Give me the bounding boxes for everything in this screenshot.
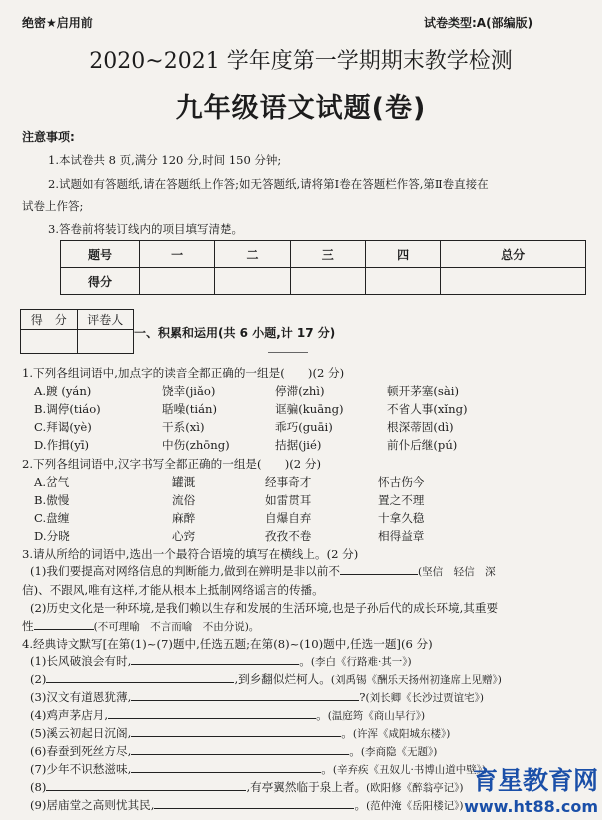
score-table-header: 二 [215,241,290,268]
poem-source: (刘禹锡《酬乐天扬州初逢席上见赠》) [330,674,502,686]
answer-blank[interactable] [131,743,349,755]
notes-heading: 注意事项: [22,130,75,144]
option-text: 中伤(zhōng) [162,438,230,452]
score-cell[interactable] [215,268,290,295]
option-text: 干系(xì) [162,420,205,434]
poem-line [30,707,425,723]
answer-blank[interactable] [34,618,94,630]
q1-stem: 1.下列各组词语中,加点字的读音全都正确的一组是( )(2 分) [22,366,345,380]
option-text: 顿开茅塞(sài) [387,384,459,398]
q3-item-1-continued: 信)、不跟风,唯有这样,才能从根本上抵制网络谣言的传播。 [22,583,324,597]
answer-blank[interactable] [131,653,299,665]
q3-item-2-continued [22,618,259,634]
poem-source: (辛弃疾《丑奴儿·书博山道中壁》) [332,764,487,776]
answer-blank[interactable] [131,725,341,737]
poem-text: (5)溪云初起日沉阁, [30,726,132,740]
poem-source: (许浑《咸阳城东楼》) [352,728,451,740]
answer-blank[interactable] [46,779,246,791]
q3-stem: 3.请从所给的词语中,选出一个最符合语境的填写在横线上。(2 分) [22,547,359,561]
poem-text: (7)少年不识愁滋味, [30,762,132,776]
option-text: 饶幸(jiǎo) [162,384,216,398]
score-table-header: 三 [290,241,365,268]
poem-line [30,761,486,777]
score-row-label: 得分 [61,268,140,295]
poem-text: 。 [321,762,333,776]
score-table-header: 一 [140,241,215,268]
poem-source: (温庭筠《商山早行》) [327,710,426,722]
poem-source: (欧阳修《醉翁亭记》) [366,782,464,794]
q4-stem: 4.经典诗文默写[在第(1)~(7)题中,任选五题;在第(8)~(10)题中,任选一题](6 分) [22,637,433,651]
option-text: 停滞(zhì) [275,384,325,398]
exam-year-title: 2020~2021 学年度第一学期期末教学检测 [89,49,513,74]
poem-text: (8) [30,780,47,794]
q2-stem: 2.下列各组词语中,汉字书写全都正确的一组是( )(2 分) [22,457,321,471]
option-text: 经事奇才 [265,475,312,489]
scorer-grader-cell[interactable] [77,330,134,354]
poem-text: (4)鸡声茅店月, [30,708,109,722]
option-text: C.盘缠 [34,511,70,525]
poem-text: (1)长风破浪会有时, [30,654,132,668]
poem-text: (9)居庙堂之高则忧其民, [30,798,155,812]
watermark-logo [464,761,598,816]
q3-item-1 [30,563,496,579]
poem-text: 。 [316,708,328,722]
scorer-score-label: 得 分 [21,310,78,330]
score-cell[interactable] [290,268,365,295]
poem-source: (范仲淹《岳阳楼记》) [366,800,464,812]
option-text: 诓骗(kuāng) [275,402,344,416]
confidential-mark: 绝密★启用前 [22,16,93,30]
poem-line [30,671,502,687]
q3-item-1-options: (坚信 轻信 深 [417,566,496,578]
score-table-header: 四 [365,241,440,268]
option-text: 前仆后继(pú) [387,438,458,452]
option-text: D.作揖(yī) [34,438,90,452]
q3-item-2-text: 性 [22,619,34,633]
poem-text: ,到乡翻似烂柯人。 [234,672,331,686]
option-text: 流俗 [172,493,196,507]
option-text: B.傲慢 [34,493,70,507]
q3-item-2: (2)历史文化是一种环境,是我们赖以生存和发展的生活环境,也是子孙后代的成长环境,其重要 [30,601,499,615]
scorer-score-cell[interactable] [21,330,78,354]
option-text: 怀古伤今 [378,475,425,489]
option-text: C.拜谒(yè) [34,420,92,434]
option-text: 不省人事(xǐng) [387,402,468,416]
option-text: A.岔气 [34,475,70,489]
answer-blank[interactable] [131,761,321,773]
option-text: A.踱 (yán) [34,384,92,398]
poem-source: (刘长卿《长沙过贾谊宅》) [365,692,484,704]
note-3: 3.答卷前将装订线内的项目填写清楚。 [48,222,243,236]
answer-blank[interactable] [108,707,316,719]
option-text: 拮据(jié) [275,438,322,452]
poem-source: (李商隐《无题》) [360,746,438,758]
poem-text: 。 [354,798,367,812]
option-text: 十拿久稳 [378,511,425,525]
poem-line [30,653,412,669]
poem-line [30,743,437,759]
poem-text: (6)春蚕到死丝方尽, [30,744,132,758]
scorer-box [20,309,134,354]
note-1: 1.本试卷共 8 页,满分 120 分,时间 150 分钟; [48,153,282,167]
option-text: D.分晓 [34,529,70,543]
option-text: 麻醉 [172,511,196,525]
poem-line [30,725,450,741]
divider [268,352,308,353]
option-text: 自爆自弃 [265,511,312,525]
watermark-name: 育星教育网 [472,766,598,795]
option-text: 心窍 [172,529,196,543]
option-text: 罐溉 [172,475,196,489]
score-table [60,240,586,295]
poem-text: 。 [349,744,361,758]
score-table-header: 题号 [61,241,140,268]
poem-text: ,有亭翼然临于泉上者。 [246,780,367,794]
q3-item-2-options: (不可理喻 不言而喻 不由分说)。 [93,621,260,633]
answer-blank[interactable] [46,671,234,683]
score-cell[interactable] [140,268,215,295]
option-text: B.调停(tiáo) [34,402,101,416]
poem-text: (2) [30,672,47,686]
option-text: 根深蒂固(dì) [387,420,454,434]
option-text: 孜孜不卷 [265,529,312,543]
poem-text: 。 [299,654,311,668]
poem-line [30,689,484,705]
option-text: 相得益章 [378,529,425,543]
poem-text: 。 [341,726,353,740]
section-1-title: 一、积累和运用(共 6 小题,计 17 分) [134,326,336,340]
option-text: 乖巧(guāi) [275,420,333,434]
note-2-continued: 试卷上作答; [22,199,84,213]
option-text: 置之不理 [378,493,425,507]
poem-line [30,797,464,813]
paper-type: 试卷类型:A(部编版) [424,16,534,30]
score-cell[interactable] [365,268,440,295]
exam-main-title: 九年级语文试题(卷) [175,93,427,124]
option-text: 如雷贯耳 [265,493,312,507]
answer-blank[interactable] [131,689,359,701]
poem-text: ? [359,690,366,704]
option-text: 聒噪(tián) [162,402,217,416]
answer-blank[interactable] [340,563,418,575]
answer-blank[interactable] [154,797,354,809]
poem-text: (3)汉文有道恩犹薄, [30,690,132,704]
score-cell[interactable] [441,268,586,295]
scorer-grader-label: 评卷人 [77,310,134,330]
poem-line [30,779,464,795]
q3-item-1-text: (1)我们要提高对网络信息的判断能力,做到在辨明是非以前不 [30,564,340,578]
note-2: 2.试题如有答题纸,请在答题纸上作答;如无答题纸,请将第Ⅰ卷在答题栏作答,第Ⅱ卷直接在 [48,177,489,191]
poem-source: (李白《行路难·其一》) [310,656,412,668]
watermark-url: www.ht88.com [464,797,598,816]
score-table-header: 总分 [441,241,586,268]
